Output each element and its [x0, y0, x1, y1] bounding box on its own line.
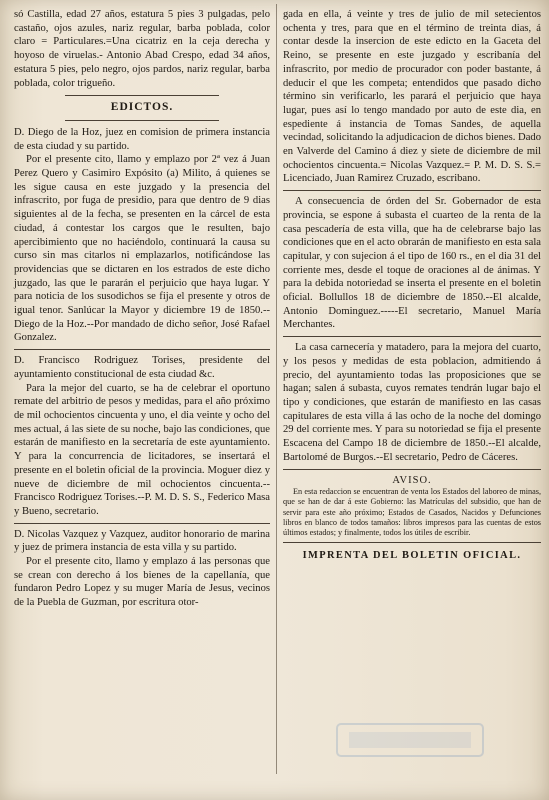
intro-paragraph: só Castilla, edad 27 años, estatura 5 pies 3 pulgadas, pelo castaño, ojos azules, nariz regular, barba poblada, color claro = Particulares.=Una cicatriz en la ceja derecha y hoyoso de viruelas.- Antonio Abad Crespo, edad 34 años, estatura 5 pies, pelo negro, ojos pardos, nariz regular, barba poblada, color trigueño. — [14, 9, 270, 89]
divider — [65, 95, 219, 96]
edicto-1-lead: D. Diego de la Hoz, — [14, 126, 103, 138]
imprenta-footer: IMPRENTA DEL BOLETIN OFICIAL. — [302, 550, 522, 562]
edicto-2-body: Para la mejor del cuarto, se ha de celebrar el oportuno remate del arbitrio de pesos y medidas, para el año próximo de mil ochocientos cincuenta y uno, el dia veinte y ocho del mes actual, á las siete de su noche, bajo las condiciones, que estarán de manifiesto en la secretaría de este ayuntamiento. Y para la concurrencia de licitadores, se insertará el presente en el boletin oficial de la provincia. Moguer diez y nueve de diciembre de mil ochocientos cincuenta.--Francisco Rodriguez Torises.--P. M. D. S. S., Federico Masa y Bueno, secretario. — [14, 382, 270, 517]
edicto-2-title: presidente del ayuntamiento constitucional de esta ciudad &c. — [14, 355, 271, 380]
edicto-3 — [14, 528, 270, 610]
subasta-notice-bollullos: A consecuencia de órden del Sr. Gobernador de esta provincia, se espone á subasta el cuarteo de la renta de la casa pescadería de esta villa, que ha de celebrarse bajo las condiciones que en el acto obrarán de manifiesto en esta sala capitular, y con sujecion á el tipo de 160 rs., en el dia 31 del corriente mes, desde el toque de oraciones al de ánimas. Y para la debida notoriedad se inserta el presente en el boletin oficial. Bollullos 18 de diciembre de 1850.--El alcalde, Antonio Dominguez.-----El secretario, Manuel María Merchantes. — [283, 196, 541, 331]
divider — [65, 120, 219, 121]
divider — [283, 542, 541, 543]
edicto-3-lead: D. Nicolas Vazquez y Vazquez, — [14, 528, 148, 540]
edicto-1 — [14, 126, 270, 345]
edicto-3-title: auditor honorario de marina y juez de primera instancia de esta villa y su partido. — [14, 528, 270, 554]
edicto-1-body: Por el presente cito, llamo y emplazo por 2ª vez á Juan Perez Quero y Casimiro Expósito (a) Milito, á quienes se les sigue causa en este juzgado y la presencia del infrascrito, por fuga de presidio, para que dentro de 9 dias siguientes al de la fecha, se presenten en la cárcel de esta ciudad, á contestar los cargos que le resulten, bajo apercibimiento que no haciéndolo, continuará la causa su curso sin mas citarlos ni emplazarlos, notificándose las providencias que se dictaren en los estrados de este dicho juzgado, las que le pararán el perjuicio que haya lugar. Y para noticia de los susodichos se fija el presente y otros de igual tenor. Sanlúcar la Mayor y diciembre 19 de 1850.-- Diego de la Hoz.--Por mandado de dicho señor, José Rafael Gonzalez. — [14, 154, 270, 344]
divider — [283, 336, 541, 337]
edicto-3-body: Por el presente cito, llamo y emplazo á las personas que se crean con derecho á los bienes de la capellanía, que fundaron Pedro Lopez y su muger María de Jesus, vecinos de la Puebla de Guzman, por escritura otor- — [14, 556, 270, 609]
divider — [14, 349, 270, 350]
subasta-notice-escacena: La casa carnecería y matadero, para la mejora del cuarto, y los pesos y medidas de esta poblacion, admitiendo á precio, del ayuntamiento todas las proposiciones que se hagan; salen á subasta, cuyos remates tendrán lugar bajo el tipo y condiciones, que estarán de manifiesto en las casas capitulares de esta villa á las ocho de la noche del domingo 29 del corriente mes. Y para su notoriedad se fija el presente Escacena del Campo 18 de diciembre de 1850.--El alcalde, Bartolomé de Burgos.--El secretario, Pedro de Cáceres. — [283, 342, 541, 463]
left-column — [14, 8, 270, 610]
divider — [283, 469, 541, 470]
edictos-heading: EDICTOS. — [110, 101, 174, 114]
aviso-body: En esta redaccion se encuentran de venta los Estados del laboreo de minas, que se han de dar á este Gobierno: las Matrículas del subsidio, que han de servir para este año próximo; Estados de Casados, Nacidos y Defunciones libros en blanco de todos tamaños: libros impresos para las cuentas de estos últimos estados; y finalmente, todos los útiles de escribir. — [283, 487, 541, 538]
library-watermark-icon — [335, 720, 485, 760]
right-column — [283, 8, 541, 563]
column-divider — [276, 4, 277, 774]
aviso-heading: AVISO. — [392, 474, 432, 486]
edicto-2-lead: D. Francisco Rodriguez Torises, — [14, 355, 186, 367]
edicto-1-title: juez en comision de primera instancia de esta ciudad y su partido. — [14, 126, 270, 152]
divider — [283, 190, 541, 191]
divider — [14, 523, 270, 524]
edicto-2 — [14, 354, 270, 518]
continued-edicto: gada en ella, á veinte y tres de julio de mil setecientos ochenta y tres, para que en el término de treinta dias, á contar desde la insercion de este edicto en la Gaceta del Reino, se presente en este juzgado y escribanía del infrascrito, por medio de procurador con poder bastante, á deducir el que les competa; entendidos que pasado dicho término sin verificarlo, les parará el perjuicio que haya lugar, pues así lo tengo mandado por auto de este dia, en espediente á instancia de Tomas Sandes, de aquella vecindad, solicitando la adjudicacion de dichos bienes. Dado en Valverde del Camino á diez y siete de diciembre de mil ochocientos cincuenta.= Nicolas Vazquez.= P. M. D. S. S.= Licenciado, Juan Ramirez Cruzado, escribano. — [283, 9, 541, 185]
